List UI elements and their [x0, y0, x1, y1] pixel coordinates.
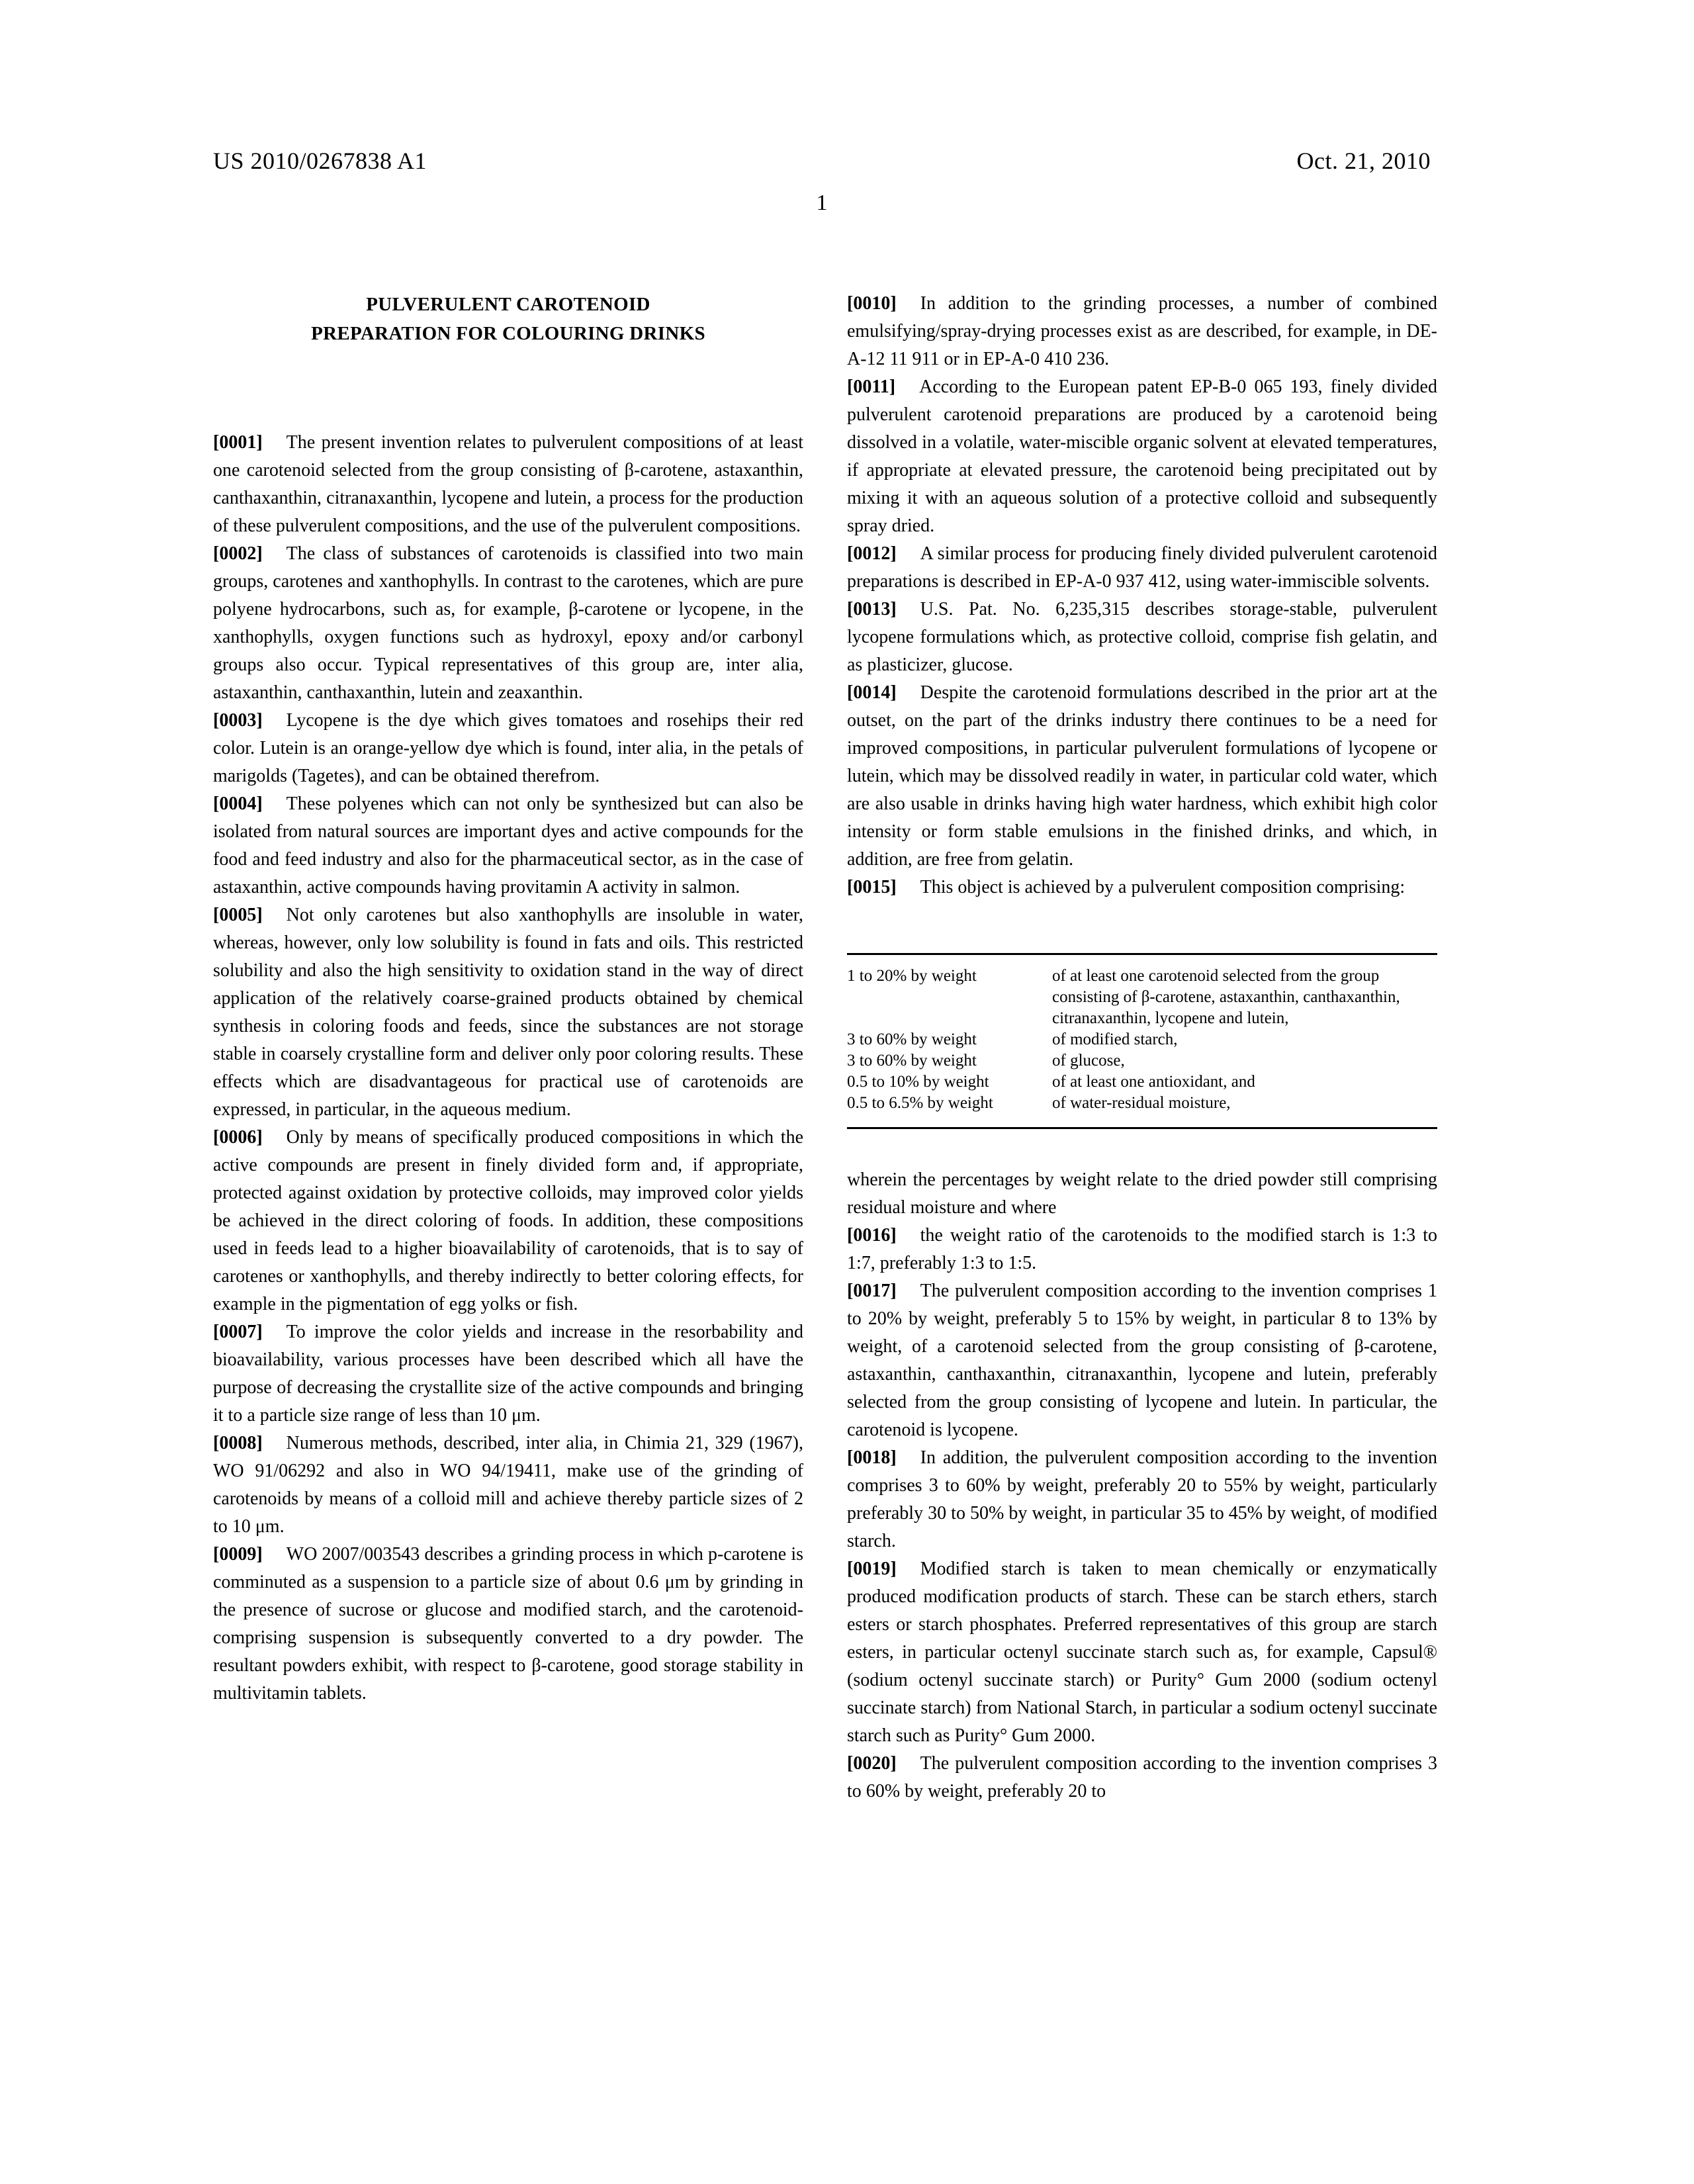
table-amount: 0.5 to 10% by weight	[847, 1073, 989, 1091]
paragraph-text: These polyenes which can not only be synthesized but can also be isolated from natural sources are important dyes and active compounds for the food and feed industry and also for the pharmaceutical sector, as in the case of astaxanthin, active compounds having provitamin A activity in salmon.	[213, 794, 803, 897]
paragraph-text: WO 2007/003543 describes a grinding process in which p-carotene is comminuted as a suspension to a particle size of about 0.6 μm by grinding in the presence of sucrose or glucose and modified starch, and the carotenoid-comprising suspension is subsequently converted to a dry powder. The resultant powders exhibit, with respect to β-carotene, good storage stability in multivitamin tablets.	[213, 1544, 803, 1704]
table-description: of at least one carotenoid selected from the group consisting of β-carotene, astaxanthin, canthaxanthin, citranaxanthin, lycopene and lutein,	[1052, 967, 1400, 1027]
paragraph	[847, 1750, 1437, 1805]
right-paragraphs-bottom	[847, 1166, 1437, 1805]
table-row	[847, 1071, 1437, 1093]
paragraph-text: In addition, the pulverulent composition according to the invention comprises 3 to 60% by weight, preferably 20 to 55% by weight, particularly preferably 30 to 50% by weight, in particular 35 to 45% by weight, of modified starch.	[847, 1447, 1437, 1551]
paragraph	[213, 790, 803, 901]
page-number: 1	[816, 191, 828, 215]
paragraph	[213, 1318, 803, 1430]
paragraph	[847, 1555, 1437, 1750]
paragraph	[847, 1222, 1437, 1277]
paragraph-text: Despite the carotenoid formulations described in the prior art at the outset, on the part of the drinks industry there continues to be a need for improved compositions, in particular pulverulent formulations of lycopene or lutein, which may be dissolved readily in water, in particular cold water, which are also usable in drinks having high water hardness, which exhibit high color intensity or form stable emulsions in the finished drinks, and which, in addition, are free from gelatin.	[847, 682, 1437, 870]
paragraph	[847, 1444, 1437, 1555]
right-paragraphs-top	[847, 290, 1437, 901]
paragraph-number: [0018]	[847, 1447, 897, 1468]
table-amount: 1 to 20% by weight	[847, 967, 977, 985]
paragraph	[847, 679, 1437, 874]
paragraph-text: Not only carotenes but also xanthophylls are insoluble in water, whereas, however, only low solubility is found in fats and oils. This restricted solubility and also the high sensitivity to oxidation stand in the way of direct application of the relatively coarse-grained products obtained by chemical synthesis in coloring foods and feeds, since the substances are not storage stable in coarsely crystalline form and deliver only poor coloring results. These effects which are disadvantageous for practical use of carotenoids are expressed, in particular, in the aqueous medium.	[213, 905, 803, 1120]
table-description: of at least one antioxidant, and	[1052, 1073, 1255, 1091]
paragraph	[213, 1430, 803, 1541]
patent-publication-number: US 2010/0267838 A1	[213, 148, 427, 174]
document-body	[213, 290, 1437, 1805]
paragraph-text: Modified starch is taken to mean chemically or enzymatically produced modification products of starch. These can be starch ethers, starch esters or starch phosphates. Preferred representatives of this group are starch esters, in particular octenyl succinate starch such as, for example, Capsul® (sodium octenyl succinate starch) or Purity° Gum 2000 (sodium octenyl succinate starch) from National Starch, in particular a sodium octenyl succinate starch such as Purity° Gum 2000.	[847, 1559, 1437, 1746]
paragraph-text: The pulverulent composition according to the invention comprises 3 to 60% by weight, preferably 20 to	[847, 1753, 1437, 1801]
paragraph-text: According to the European patent EP-B-0 065 193, finely divided pulverulent carotenoid preparations are produced by a carotenoid being dissolved in a volatile, water-miscible organic solvent at elevated temperatures, if appropriate at elevated pressure, the carotenoid being precipitated out by mixing it with an aqueous solution of a protective colloid and subsequently spray dried.	[847, 377, 1437, 536]
paragraph-number: [0001]	[213, 432, 263, 453]
paragraph-text: This object is achieved by a pulverulent composition comprising:	[920, 877, 1405, 897]
paragraph-number: [0007]	[213, 1322, 263, 1342]
paragraph-number: [0019]	[847, 1559, 897, 1579]
paragraph	[847, 874, 1437, 901]
paragraph-number: [0009]	[213, 1544, 263, 1565]
paragraph-number: [0013]	[847, 599, 897, 619]
table-amount: 3 to 60% by weight	[847, 1030, 977, 1048]
paragraph	[213, 1124, 803, 1318]
paragraph	[213, 540, 803, 707]
paragraph-text: Only by means of specifically produced compositions in which the active compounds are present in finely divided form and, if appropriate, protected against oxidation by protective colloids, may improved color yields be achieved in the direct coloring of foods. In addition, these compositions used in feeds lead to a higher bioavailability of carotenoids, that is to say of carotenes or xanthophylls, and thereby indirectly to better coloring effects, for example in the pigmentation of egg yolks or fish.	[213, 1127, 803, 1314]
table-amount: 3 to 60% by weight	[847, 1052, 977, 1069]
paragraph-text: A similar process for producing finely divided pulverulent carotenoid preparations is described in EP-A-0 937 412, using water-immiscible solvents.	[847, 543, 1437, 592]
paragraph-number: [0016]	[847, 1225, 897, 1246]
paragraph-text: U.S. Pat. No. 6,235,315 describes storage-stable, pulverulent lycopene formulations which, as protective colloid, comprise fish gelatin, and as plasticizer, glucose.	[847, 599, 1437, 675]
table-amount: 0.5 to 6.5% by weight	[847, 1094, 993, 1112]
paragraph-number: [0012]	[847, 543, 897, 564]
paragraph-text: The present invention relates to pulverulent compositions of at least one carotenoid selected from the group consisting of β-carotene, astaxanthin, canthaxanthin, citranaxanthin, lycopene and lutein, a process for the production of these pulverulent compositions, and the use of the pulverulent compositions.	[213, 432, 803, 536]
table-row	[847, 1029, 1437, 1050]
paragraph	[847, 290, 1437, 373]
paragraph-number: [0015]	[847, 877, 897, 897]
table-row	[847, 1050, 1437, 1071]
paragraph-number: [0020]	[847, 1753, 897, 1774]
title-line-2: PREPARATION FOR COLOURING DRINKS	[311, 323, 705, 344]
paragraph-number: [0003]	[213, 710, 263, 731]
paragraph-number: [0005]	[213, 905, 263, 925]
paragraph	[847, 596, 1437, 679]
paragraph-text: The pulverulent composition according to the invention comprises 1 to 20% by weight, preferably 5 to 15% by weight, in particular 8 to 13% by weight, of a carotenoid selected from the group consisting of β-carotene, astaxanthin, canthaxanthin, citranaxanthin, lycopene and lutein, preferably selected from the group consisting of lycopene and lutein. In particular, the carotenoid is lycopene.	[847, 1281, 1437, 1440]
document-title	[213, 290, 803, 348]
paragraph	[847, 373, 1437, 540]
paragraph-text: Numerous methods, described, inter alia, in Chimia 21, 329 (1967), WO 91/06292 and also in WO 94/19411, make use of the grinding of carotenoids by means of a colloid mill and achieve thereby particle sizes of 2 to 10 μm.	[213, 1433, 803, 1537]
table-description: of glucose,	[1052, 1052, 1125, 1069]
paragraph-text: the weight ratio of the carotenoids to the modified starch is 1:3 to 1:7, preferably 1:3 to 1:5.	[847, 1225, 1437, 1273]
paragraph	[847, 1277, 1437, 1444]
table-row	[847, 1093, 1437, 1114]
paragraph	[213, 707, 803, 790]
title-line-1: PULVERULENT CAROTENOID	[366, 294, 650, 315]
paragraph-number: [0010]	[847, 293, 897, 314]
right-column	[847, 290, 1437, 1805]
paragraph-text: wherein the percentages by weight relate to the dried powder still comprising residual moisture and where	[847, 1169, 1437, 1218]
paragraph-text: In addition to the grinding processes, a number of combined emulsifying/spray-drying processes exist as are described, for example, in DE-A-12 11 911 or in EP-A-0 410 236.	[847, 293, 1437, 369]
publication-date: Oct. 21, 2010	[1296, 148, 1431, 174]
paragraph-number: [0014]	[847, 682, 897, 703]
table-description: of modified starch,	[1052, 1030, 1178, 1048]
paragraph-number: [0017]	[847, 1281, 897, 1301]
left-paragraphs	[213, 429, 803, 1707]
paragraph-text: Lycopene is the dye which gives tomatoes and rosehips their red color. Lutein is an orange-yellow dye which is found, inter alia, in the petals of marigolds (Tagetes), and can be obtained therefrom.	[213, 710, 803, 786]
paragraph-number: [0008]	[213, 1433, 263, 1453]
paragraph-text: The class of substances of carotenoids is classified into two main groups, carotenes and xanthophylls. In contrast to the carotenes, which are pure polyene hydrocarbons, such as, for example, β-carotene or lycopene, in the xanthophylls, oxygen functions such as hydroxyl, epoxy and/or carbonyl groups also occur. Typical representatives of this group are, inter alia, astaxanthin, canthaxanthin, lutein and zeaxanthin.	[213, 543, 803, 703]
paragraph-number: [0011]	[847, 377, 896, 397]
table-row	[847, 966, 1437, 1029]
paragraph	[213, 429, 803, 540]
running-header	[213, 147, 1431, 175]
paragraph-number: [0006]	[213, 1127, 263, 1148]
table-description: of water-residual moisture,	[1052, 1094, 1231, 1112]
paragraph	[847, 540, 1437, 596]
paragraph	[213, 1541, 803, 1707]
left-column	[213, 290, 803, 1805]
composition-table-rows	[847, 966, 1437, 1114]
paragraph-text: To improve the color yields and increase in the resorbability and bioavailability, various processes have been described which all have the purpose of decreasing the crystallite size of the active compounds and bringing it to a particle size range of less than 10 μm.	[213, 1322, 803, 1426]
paragraph	[213, 901, 803, 1124]
paragraph-number: [0002]	[213, 543, 263, 564]
paragraph-number: [0004]	[213, 794, 263, 814]
paragraph	[847, 1166, 1437, 1222]
composition-table	[847, 953, 1437, 1129]
